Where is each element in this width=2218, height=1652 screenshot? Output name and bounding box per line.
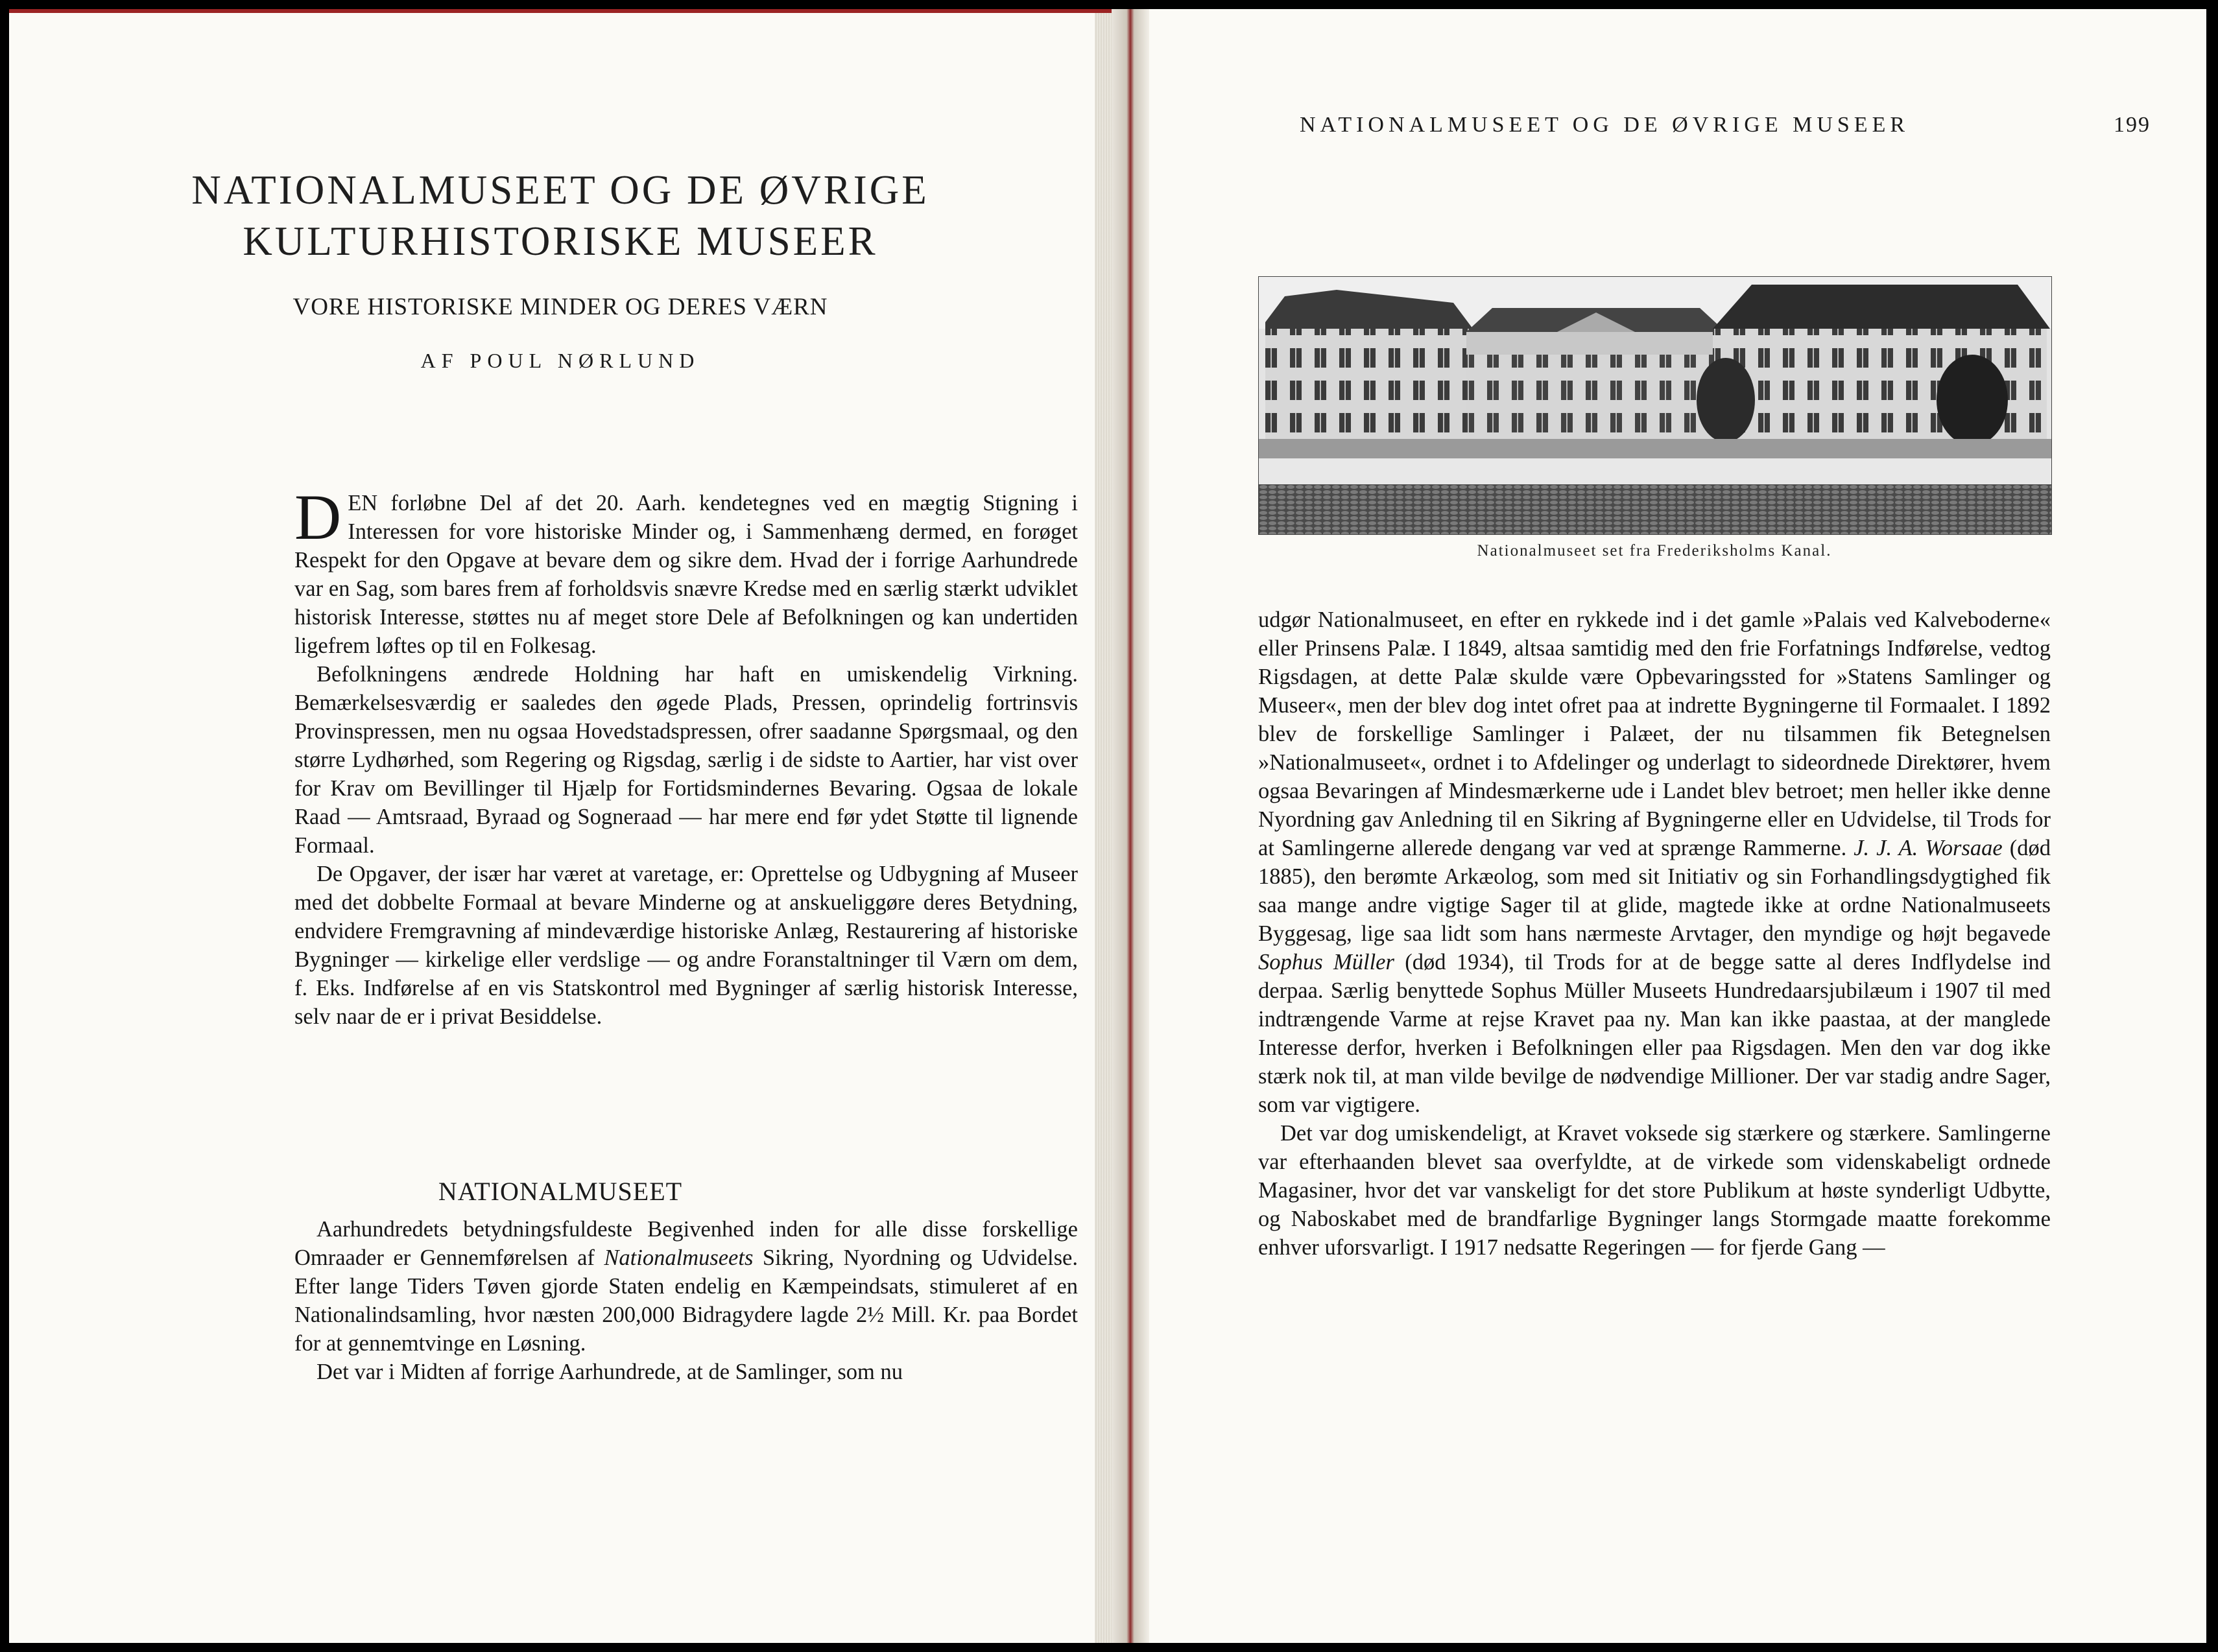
paragraph-text: EN forløbne Del af det 20. Aarh. kendetegnes ved en mægtig Stigning i Interessen for vore historiske Minder og, i Sammenhæng dermed, en forøget Respekt for den Opgave at bevare dem og sikre dem. Hvad der i forrige Aarhundrede var en Sag, som bares frem af forholdsvis snævre Kredse med en særlig stærkt udviklet historisk Interesse, støttes nu af meget store Dele af Befolkningen og kan undertiden ligefrem løftes op til en Folkesag. xyxy=(294,491,1078,658)
right-page-text xyxy=(1258,606,2051,1262)
emphasis: Nationalmuseets xyxy=(604,1245,754,1270)
paragraph: De Opgaver, der især har været at varetage, er: Oprettelse og Udbygning af Museer med det dobbelte Formaal at bevare Minderne og at anskueliggøre deres Betydning, endvidere Fremgravning af mindeværdige historiske Anlæg, Restaurering af historiske Bygninger — kirkelige eller verdslige — og andre Foranstaltninger til Værn om dem, f. Eks. Indførelse af en vis Statskontrol med Bygninger af særlig historisk Interesse, selv naar de er i privat Besiddelse. xyxy=(294,862,1078,1029)
page-number: 199 xyxy=(2114,113,2151,137)
paragraph xyxy=(294,481,1078,660)
chapter-title: NATIONALMUSEET OG DE ØVRIGE KULTURHISTORISKE MUSEER xyxy=(191,167,929,264)
book-edge-stripe xyxy=(9,9,1112,13)
book-gutter xyxy=(1112,9,1149,1643)
chapter-subtitle: VORE HISTORISKE MINDER OG DERES VÆRN xyxy=(292,294,828,320)
photo-caption: Nationalmuseet set fra Frederiksholms Kanal. xyxy=(1477,542,1832,560)
museum-photo xyxy=(1258,276,2052,535)
left-page xyxy=(9,9,1112,1643)
right-page xyxy=(1149,9,2206,1643)
section-text xyxy=(294,1215,1078,1386)
museum-building-illustration xyxy=(1259,277,2051,534)
author-line: AF POUL NØRLUND xyxy=(420,349,700,372)
emphasis: Sophus Müller xyxy=(1258,950,1394,974)
page-edge xyxy=(1095,9,1112,1643)
paragraph: Det var dog umiskendeligt, at Kravet voksede sig stærkere og stærkere. Samlingerne var efterhaanden blevet saa overfyldte, at de virkede som videnskabeligt ordnede Magasiner, hvor det var vanskeligt for det store Publikum at høste synderligt Udbytte, og Naboskabet med de brandfarlige Bygninger langs Stormgade maatte forekomme enhver uforsvarligt. I 1917 nedsatte Regeringen — for fjerde Gang — xyxy=(1258,1121,2051,1260)
running-head-title: NATIONALMUSEET OG DE ØVRIGE MUSEER xyxy=(1300,113,1910,137)
emphasis: J. J. A. Worsaae xyxy=(1854,836,2003,860)
running-head xyxy=(1300,113,2188,137)
drop-cap: D xyxy=(294,481,342,553)
paragraph: Det var i Midten af forrige Aarhundrede, at de Samlinger, som nu xyxy=(316,1360,903,1384)
paragraph: udgør Nationalmuseet, en efter en rykkede ind i det gamle »Palais ved Kalveboderne« eller Prinsens Palæ. I 1849, altsaa samtidig med den frie Forfatnings Indførelse, vedtog Rigsdagen, at dette Palæ skulde være Opbevaringssted for »Statens Samlinger og Museer«, men der blev dog intet ofret paa at indrette Bygningerne til Formaalet. I 1892 blev de forskellige Samlinger i Palæet, der nu tilsammen fik Betegnelsen »Nationalmuseet«, ordnet i to Afdelinger og underlagt to sideordnede Direktører, hvem ogsaa Bevaringen af Mindesmærkerne ude i Landet blev betroet; men heller ikke denne Nyordning gav Anledning til en Sikring af Bygningerne eller en Udvidelse, til Trods for at Samlingerne allerede dengang var ved at sprænge Rammerne. J. J. A. Worsaae (død 1885), den berømte Arkæolog, som med sit Initiativ og sin Forhandlingsdygtighed fik saa mange andre vigtige Sager til at glide, magtede ikke at ordne Nationalmuseets Byggesag, lige saa lidt som hans nærmeste Arvtager, den myndige og højt begavede Sophus Müller (død 1934), til Trods for at de begge satte al deres Indflydelse ind derpaa. Særlig benyttede Sophus Müller Museets Hundredaarsjubilæum i 1907 til med indtrængende Varme at rejse Kravet paa ny. Man kan ikke paastaa, at der manglede Interesse derfor, hverken i Befolkningen eller paa Rigsdagen. Men den var dog ikke stærk nok til, at man vilde bevilge de nødvendige Millioner. Der var stadig andre Sager, som var vigtigere. xyxy=(1258,608,2051,1117)
section-heading: NATIONALMUSEET xyxy=(438,1177,683,1206)
intro-text xyxy=(294,481,1078,1031)
paragraph: Befolkningens ændrede Holdning har haft en umiskendelig Virkning. Bemærkelsesværdig er saaledes den øgede Plads, Pressen, oprindelig fortrinsvis Provinspressen, men nu ogsaa Hovedstadspressen, ofrer saadanne Spørgsmaal, og den større Lydhørhed, som Regering og Rigsdag, særlig i de sidste to Aartier, har vist over for Krav om Bevillinger til Hjælp for Fortidsmindernes Bevaring. Ogsaa de lokale Raad — Amtsraad, Byraad og Sogneraad — har mere end før ydet Støtte til lignende Formaal. xyxy=(294,662,1078,858)
paragraph: Aarhundredets betydningsfuldeste Begivenhed inden for alle disse forskellige Omraader er Gennemførelsen af Nationalmuseets Sikring, Nyordning og Udvidelse. Efter lange Tiders Tøven gjorde Staten endelig en Kæmpeindsats, stimuleret af en Nationalindsamling, hvor næsten 200,000 Bidragydere lagde 2½ Mill. Kr. paa Bordet for at gennemtvinge en Løsning. xyxy=(294,1217,1078,1356)
